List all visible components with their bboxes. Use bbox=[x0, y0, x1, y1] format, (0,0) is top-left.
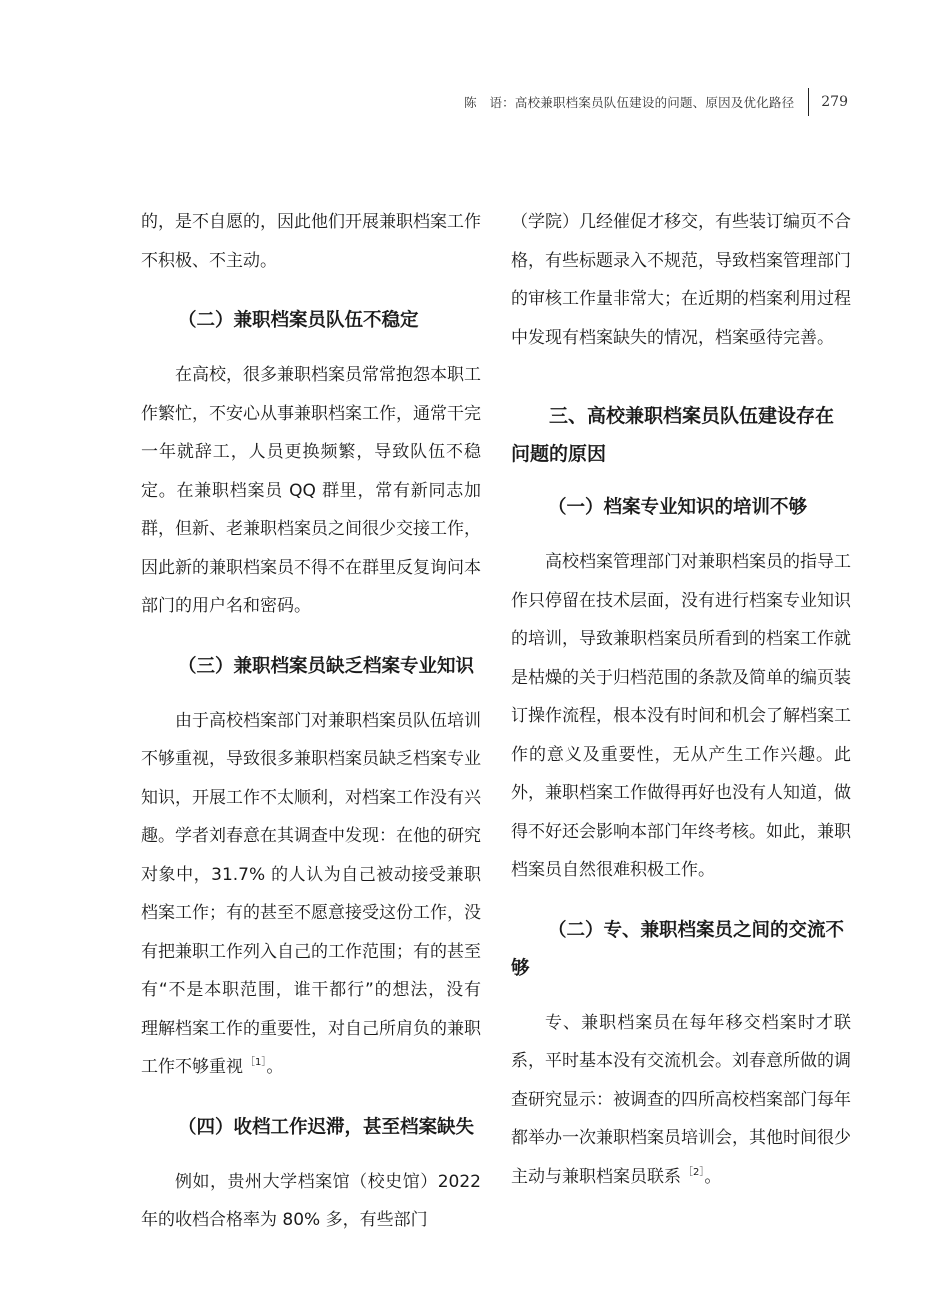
page-number: 279 bbox=[821, 94, 848, 110]
running-header bbox=[464, 88, 848, 116]
paragraph-communication bbox=[511, 1004, 851, 1197]
paragraph-unstable-team: 在高校，很多兼职档案员常常抱怨本职工作繁忙，不安心从事兼职档案工作，通常干完一年就辞工，人员更换频繁，导致队伍不稳定。在兼职档案员 QQ 群里，常有新同志加群，但新、老兼职档案员之间很少交接工作，因此新的兼职档案员不得不在群里反复询问本部门的用户名和密码。 bbox=[141, 365, 481, 616]
paragraph-continued-right: （学院）几经催促才移交，有些装订编页不合格，有些标题录入不规范，导致档案管理部门的审核工作量非常大；在近期的档案利用过程中发现有档案缺失的情况，档案亟待完善。 bbox=[511, 212, 851, 348]
paragraph-lack-knowledge bbox=[141, 702, 481, 1087]
subheading-lack-knowledge: （三）兼职档案员缺乏档案专业知识 bbox=[178, 655, 475, 677]
header-divider bbox=[808, 88, 809, 116]
right-column bbox=[511, 203, 851, 1196]
paragraph-end-mark-right: 。 bbox=[704, 1166, 722, 1187]
section-heading-causes: 三、高校兼职档案员队伍建设存在问题的原因 bbox=[511, 405, 835, 465]
paragraph-communication-text: 专、兼职档案员在每年移交档案时才联系，平时基本没有交流机会。刘春意所做的调查研究显示：被调查的四所高校档案部门每年都举办一次兼职档案员培训会，其他时间很少主动与兼职档案员联系 bbox=[511, 1012, 851, 1187]
running-title: 陈 语：高校兼职档案员队伍建设的问题、原因及优化路径 bbox=[464, 95, 795, 110]
citation-2: ［2］ bbox=[683, 1166, 705, 1178]
subheading-training-insufficient: （一）档案专业知识的培训不够 bbox=[548, 497, 808, 518]
subheading-communication: （二）专、兼职档案员之间的交流不够 bbox=[511, 919, 845, 979]
paragraph-archive-delay: 例如，贵州大学档案馆（校史馆）2022 年的收档合格率为 80% 多，有些部门 bbox=[141, 1171, 481, 1230]
paragraph-training-insufficient: 高校档案管理部门对兼职档案员的指导工作只停留在技术层面，没有进行档案专业知识的培训，导致兼职档案员所看到的档案工作就是枯燥的关于归档范围的条款及简单的编页装订操作流程，根本没有时间和机会了解档案工作的意义及重要性，无从产生工作兴趣。此外，兼职档案工作做得再好也没有人知道，做得不好还会影响本部门年终考核。如此，兼职档案员自然很难积极工作。 bbox=[511, 552, 851, 880]
left-column bbox=[141, 203, 481, 1240]
citation-1: ［1］ bbox=[245, 1057, 267, 1068]
paragraph-end-mark: 。 bbox=[266, 1057, 284, 1077]
subheading-unstable-team: （二）兼职档案员队伍不稳定 bbox=[178, 310, 419, 331]
paragraph-continued: 的，是不自愿的，因此他们开展兼职档案工作不积极、不主动。 bbox=[141, 212, 481, 271]
subheading-archive-delay: （四）收档工作迟滞，甚至档案缺失 bbox=[178, 1116, 475, 1138]
paragraph-lack-knowledge-text: 由于高校档案部门对兼职档案员队伍培训不够重视，导致很多兼职档案员缺乏档案专业知识，开展工作不太顺利，对档案工作没有兴趣。学者刘春意在其调查中发现：在他的研究对象中，31.7% 的人认为自己被动接受兼职档案工作；有的甚至不愿意接受这份工作，没有把兼职工作列入自己的工作范围；有的甚至有“不是本职范围，谁干都行”的想法，没有理解档案工作的重要性，对自己所肩负的兼职工作不够重视 bbox=[141, 710, 481, 1077]
